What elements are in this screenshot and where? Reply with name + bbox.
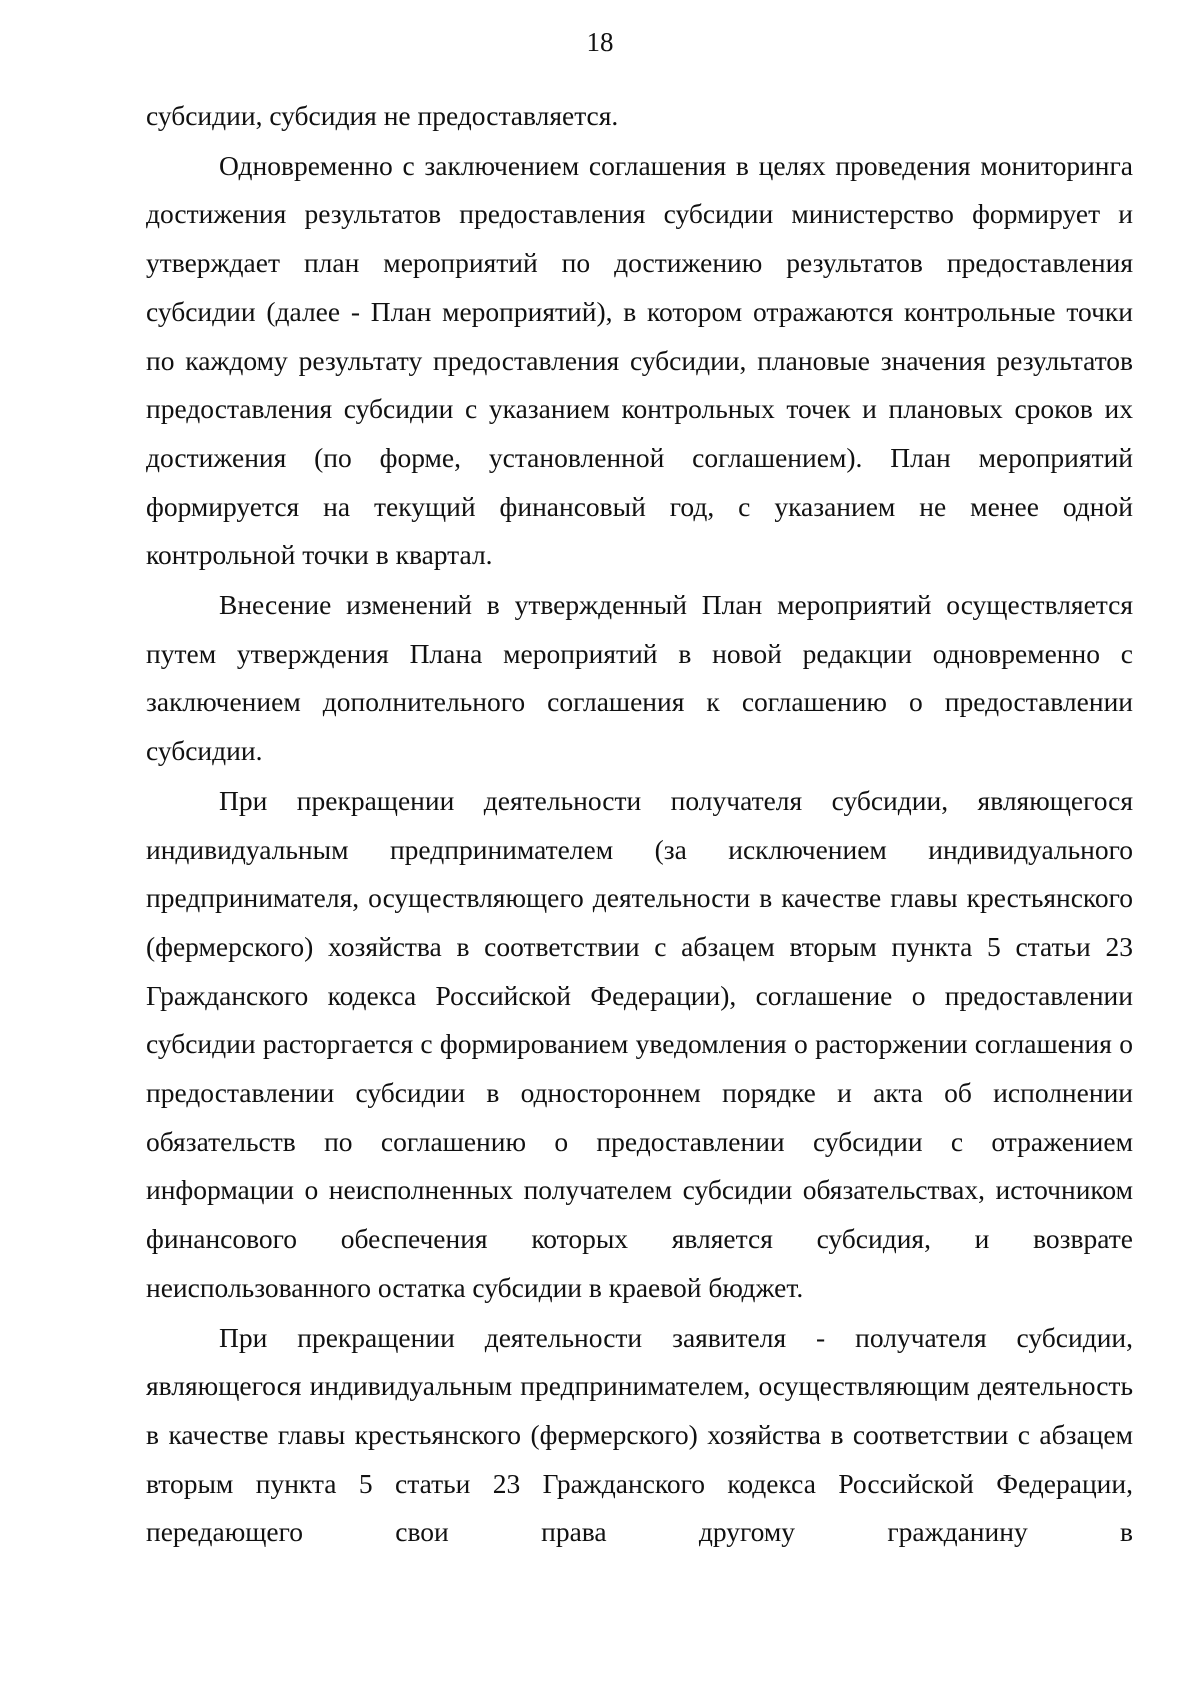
- paragraph-plan-changes: Внесение изменений в утвержденный План мероприятий осуществляется путем утверждения Плана мероприятий в новой редакции одновременно с заключением дополнительного соглашения к соглашению о предоставлении субсидии.: [146, 589, 1133, 767]
- paragraph-monitoring-plan: Одновременно с заключением соглашения в целях проведения мониторинга достижения результатов предоставления субсидии министерство формирует и утверждает план мероприятий по достижению результатов предоставления субсидии (далее - План мероприятий), в котором отражаются контрольные точки по каждому результату предоставления субсидии, плановые значения результатов предоставления субсидии с указанием контрольных точек и плановых сроков их достижения (по форме, установленной соглашением). План мероприятий формируется на текущий финансовый год, с указанием не менее одной контрольной точки в квартал.: [146, 149, 1133, 571]
- document-body: [146, 92, 1133, 1557]
- paragraph-continuation: субсидии, субсидия не предоставляется.: [146, 100, 619, 131]
- paragraph-termination-farm-head: При прекращении деятельности заявителя - получателя субсидии, являющегося индивидуальным предпринимателем, осуществляющим деятельность в качестве главы крестьянского (фермерского) хозяйства в соответствии с абзацем вторым пункта 5 статьи 23 Гражданского кодекса Российской Федерации, передающего свои права другому гражданину в: [146, 1321, 1133, 1548]
- paragraph-termination-entrepreneur: При прекращении деятельности получателя субсидии, являющегося индивидуальным предпринимателем (за исключением индивидуального предпринимателя, осуществляющего деятельности в качестве главы крестьянского (фермерского) хозяйства в соответствии с абзацем вторым пункта 5 статьи 23 Гражданского кодекса Российской Федерации), соглашение о предоставлении субсидии расторгается с формированием уведомления о расторжении соглашения о предоставлении субсидии в одностороннем порядке и акта об исполнении обязательств по соглашению о предоставлении субсидии с отражением информации о неисполненных получателем субсидии обязательствах, источником финансового обеспечения которых является субсидия, и возврате неиспользованного остатка субсидии в краевой бюджет.: [146, 784, 1133, 1303]
- page-number: 18: [586, 27, 614, 57]
